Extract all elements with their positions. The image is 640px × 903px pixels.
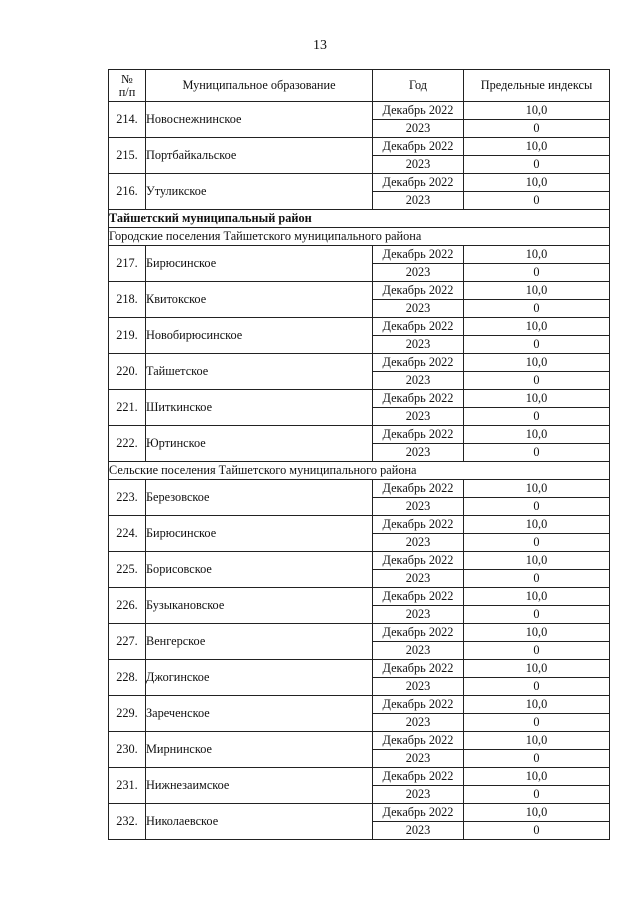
table-row <box>109 138 610 156</box>
period-december-2022: Декабрь 2022 <box>373 282 464 300</box>
period-december-2022: Декабрь 2022 <box>373 516 464 534</box>
period-december-2022: Декабрь 2022 <box>373 246 464 264</box>
row-number: 218. <box>109 282 146 318</box>
period-december-2022: Декабрь 2022 <box>373 588 464 606</box>
municipality-name: Борисовское <box>146 552 373 588</box>
period-2023: 2023 <box>373 300 464 318</box>
header-number <box>109 70 146 102</box>
period-2023: 2023 <box>373 750 464 768</box>
row-number: 230. <box>109 732 146 768</box>
limit-index-december-2022: 10,0 <box>464 660 610 678</box>
header-year: Год <box>373 70 464 102</box>
municipality-name: Тайшетское <box>146 354 373 390</box>
table-row <box>109 768 610 786</box>
row-number: 226. <box>109 588 146 624</box>
section-row <box>109 210 610 228</box>
row-number: 221. <box>109 390 146 426</box>
period-december-2022: Декабрь 2022 <box>373 426 464 444</box>
limit-index-december-2022: 10,0 <box>464 102 610 120</box>
municipality-name: Юртинское <box>146 426 373 462</box>
limit-index-december-2022: 10,0 <box>464 138 610 156</box>
limit-index-2023: 0 <box>464 786 610 804</box>
limit-index-december-2022: 10,0 <box>464 174 610 192</box>
period-december-2022: Декабрь 2022 <box>373 732 464 750</box>
row-number: 229. <box>109 696 146 732</box>
municipality-name: Шиткинское <box>146 390 373 426</box>
period-2023: 2023 <box>373 678 464 696</box>
period-december-2022: Декабрь 2022 <box>373 354 464 372</box>
limit-index-december-2022: 10,0 <box>464 588 610 606</box>
limit-index-2023: 0 <box>464 642 610 660</box>
municipality-name: Бирюсинское <box>146 246 373 282</box>
limit-index-2023: 0 <box>464 570 610 588</box>
table-row <box>109 516 610 534</box>
period-2023: 2023 <box>373 714 464 732</box>
period-2023: 2023 <box>373 408 464 426</box>
period-2023: 2023 <box>373 822 464 840</box>
table-row <box>109 102 610 120</box>
municipality-name: Портбайкальское <box>146 138 373 174</box>
period-december-2022: Декабрь 2022 <box>373 174 464 192</box>
table-row <box>109 804 610 822</box>
limit-index-december-2022: 10,0 <box>464 552 610 570</box>
limit-index-december-2022: 10,0 <box>464 318 610 336</box>
table-row <box>109 426 610 444</box>
table-row <box>109 552 610 570</box>
municipality-name: Венгерское <box>146 624 373 660</box>
limit-index-2023: 0 <box>464 408 610 426</box>
period-december-2022: Декабрь 2022 <box>373 660 464 678</box>
row-number: 228. <box>109 660 146 696</box>
limit-index-2023: 0 <box>464 192 610 210</box>
limit-index-december-2022: 10,0 <box>464 732 610 750</box>
limit-index-2023: 0 <box>464 120 610 138</box>
limit-index-2023: 0 <box>464 336 610 354</box>
limit-index-2023: 0 <box>464 372 610 390</box>
period-2023: 2023 <box>373 444 464 462</box>
row-number: 224. <box>109 516 146 552</box>
limit-index-december-2022: 10,0 <box>464 696 610 714</box>
period-december-2022: Декабрь 2022 <box>373 102 464 120</box>
period-2023: 2023 <box>373 642 464 660</box>
limit-index-2023: 0 <box>464 444 610 462</box>
header-limit-indices: Предельные индексы <box>464 70 610 102</box>
period-december-2022: Декабрь 2022 <box>373 552 464 570</box>
period-december-2022: Декабрь 2022 <box>373 318 464 336</box>
municipality-name: Джогинское <box>146 660 373 696</box>
row-number: 219. <box>109 318 146 354</box>
period-december-2022: Декабрь 2022 <box>373 696 464 714</box>
subsection-heading: Городские поселения Тайшетского муниципального района <box>109 228 610 246</box>
limit-index-2023: 0 <box>464 750 610 768</box>
municipality-name: Утуликское <box>146 174 373 210</box>
table-row <box>109 588 610 606</box>
municipality-name: Новобирюсинское <box>146 318 373 354</box>
municipality-name: Зареченское <box>146 696 373 732</box>
row-number: 225. <box>109 552 146 588</box>
table-row <box>109 696 610 714</box>
period-2023: 2023 <box>373 336 464 354</box>
municipality-name: Бирюсинское <box>146 516 373 552</box>
limit-index-december-2022: 10,0 <box>464 768 610 786</box>
section-row <box>109 228 610 246</box>
limit-index-december-2022: 10,0 <box>464 390 610 408</box>
limit-index-2023: 0 <box>464 300 610 318</box>
limit-index-december-2022: 10,0 <box>464 246 610 264</box>
period-2023: 2023 <box>373 264 464 282</box>
row-number: 216. <box>109 174 146 210</box>
table-row <box>109 318 610 336</box>
period-december-2022: Декабрь 2022 <box>373 624 464 642</box>
period-2023: 2023 <box>373 192 464 210</box>
period-2023: 2023 <box>373 498 464 516</box>
period-2023: 2023 <box>373 372 464 390</box>
municipality-name: Мирнинское <box>146 732 373 768</box>
table-row <box>109 390 610 408</box>
header-number-line2: п/п <box>118 84 136 99</box>
section-row <box>109 462 610 480</box>
limit-index-december-2022: 10,0 <box>464 282 610 300</box>
municipality-name: Квитокское <box>146 282 373 318</box>
row-number: 222. <box>109 426 146 462</box>
row-number: 231. <box>109 768 146 804</box>
limit-index-2023: 0 <box>464 606 610 624</box>
table-row <box>109 732 610 750</box>
limit-index-2023: 0 <box>464 822 610 840</box>
period-2023: 2023 <box>373 120 464 138</box>
header-municipality: Муниципальное образование <box>146 70 373 102</box>
period-december-2022: Декабрь 2022 <box>373 768 464 786</box>
limit-index-2023: 0 <box>464 678 610 696</box>
period-december-2022: Декабрь 2022 <box>373 804 464 822</box>
municipality-name: Нижнезаимское <box>146 768 373 804</box>
table-row <box>109 282 610 300</box>
period-2023: 2023 <box>373 156 464 174</box>
page-number: 13 <box>313 38 327 53</box>
subsection-heading: Сельские поселения Тайшетского муниципального района <box>109 462 610 480</box>
district-heading: Тайшетский муниципальный район <box>109 210 610 228</box>
row-number: 220. <box>109 354 146 390</box>
row-number: 232. <box>109 804 146 840</box>
limit-index-2023: 0 <box>464 498 610 516</box>
indices-table <box>108 69 610 840</box>
limit-index-december-2022: 10,0 <box>464 480 610 498</box>
table-row <box>109 480 610 498</box>
row-number: 227. <box>109 624 146 660</box>
limit-index-december-2022: 10,0 <box>464 426 610 444</box>
table-row <box>109 246 610 264</box>
municipality-name: Николаевское <box>146 804 373 840</box>
table-row <box>109 354 610 372</box>
limit-index-december-2022: 10,0 <box>464 354 610 372</box>
limit-index-2023: 0 <box>464 534 610 552</box>
table-row <box>109 660 610 678</box>
limit-index-december-2022: 10,0 <box>464 516 610 534</box>
period-2023: 2023 <box>373 786 464 804</box>
row-number: 215. <box>109 138 146 174</box>
header-number-line1: № <box>121 72 133 87</box>
period-2023: 2023 <box>373 606 464 624</box>
row-number: 223. <box>109 480 146 516</box>
municipality-name: Бузыкановское <box>146 588 373 624</box>
municipality-name: Новоснежнинское <box>146 102 373 138</box>
period-december-2022: Декабрь 2022 <box>373 138 464 156</box>
row-number: 214. <box>109 102 146 138</box>
limit-index-december-2022: 10,0 <box>464 804 610 822</box>
row-number: 217. <box>109 246 146 282</box>
period-december-2022: Декабрь 2022 <box>373 480 464 498</box>
period-2023: 2023 <box>373 570 464 588</box>
table-row <box>109 624 610 642</box>
limit-index-december-2022: 10,0 <box>464 624 610 642</box>
limit-index-2023: 0 <box>464 714 610 732</box>
limit-index-2023: 0 <box>464 264 610 282</box>
period-2023: 2023 <box>373 534 464 552</box>
limit-index-2023: 0 <box>464 156 610 174</box>
municipality-name: Березовское <box>146 480 373 516</box>
table-header-row <box>109 70 610 102</box>
period-december-2022: Декабрь 2022 <box>373 390 464 408</box>
table-row <box>109 174 610 192</box>
